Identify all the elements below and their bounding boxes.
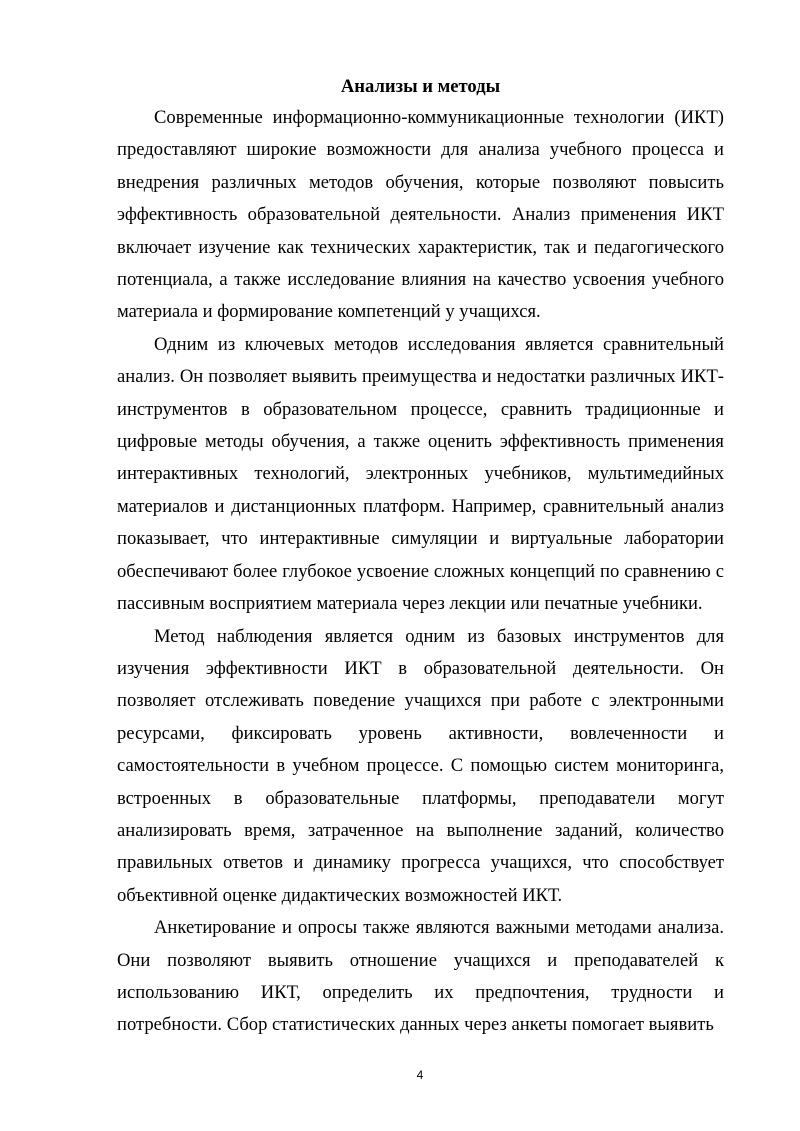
paragraph-surveys: Анкетирование и опросы также являются важными методами анализа. Они позволяют выявить отношение учащихся и преподавателей к использованию ИКТ, определить их предпочтения, трудности и потребности. Сбор статистических данных через анкеты помогает выявить xyxy=(117,917,724,1036)
page-number: 4 xyxy=(416,1068,424,1082)
paragraph-comparative-analysis: Одним из ключевых методов исследования является сравнительный анализ. Он позволяет выявить преимущества и недостатки различных ИКТ-инструментов в образовательном процессе, сравнить традиционные и цифровые методы обучения, а также оценить эффективность применения интерактивных технологий, электронных учебников, мультимедийных материалов и дистанционных платформ. Например, сравнительный анализ показывает, что интерактивные симуляции и виртуальные лаборатории обеспечивают более глубокое усвоение сложных концепций по сравнению с пассивным восприятием материала через лекции или печатные учебники. xyxy=(117,333,724,615)
paragraph-observation-method: Метод наблюдения является одним из базовых инструментов для изучения эффективности ИКТ в образовательной деятельности. Он позволяет отслеживать поведение учащихся при работе с электронными ресурсами, фиксировать уровень активности, вовлеченности и самостоятельности в учебном процессе. С помощью систем мониторинга, встроенных в образовательные платформы, преподаватели могут анализировать время, затраченное на выполнение заданий, количество правильных ответов и динамику прогресса учащихся, что способствует объективной оценке дидактических возможностей ИКТ. xyxy=(117,625,724,906)
section-heading: Анализы и методы xyxy=(340,76,501,97)
page-content xyxy=(117,72,724,1042)
paragraph-ict-overview: Современные информационно-коммуникационные технологии (ИКТ) предоставляют широкие возможности для анализа учебного процесса и внедрения различных методов обучения, которые позволяют повысить эффективность образовательной деятельности. Анализ применения ИКТ включает изучение как технических характеристик, так и педагогического потенциала, а также исследование влияния на качество усвоения учебного материала и формирование компетенций у учащихся. xyxy=(117,107,724,323)
